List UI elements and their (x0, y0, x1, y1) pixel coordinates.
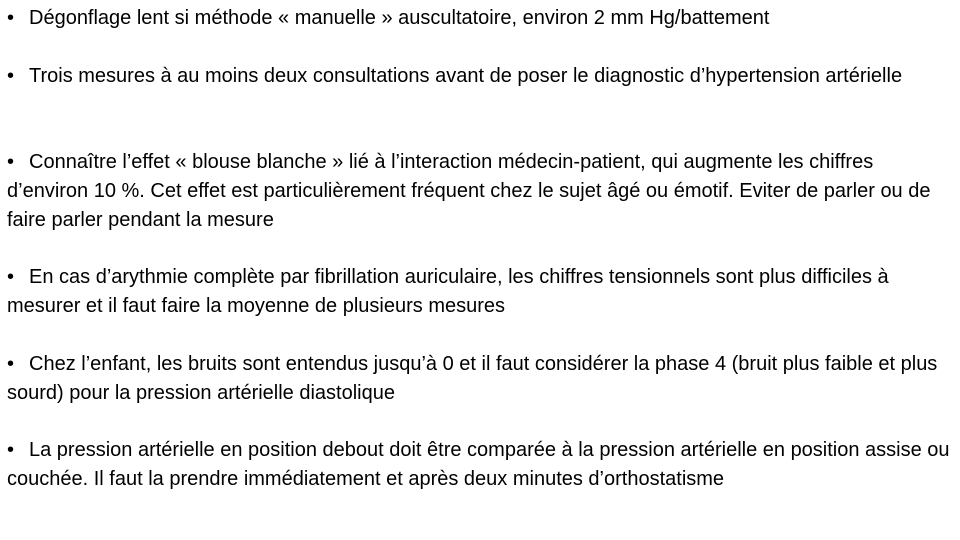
bullet-marker: • (7, 7, 15, 29)
bullet-text: En cas d’arythmie complète par fibrillation auriculaire, les chiffres tensionnels sont plus difficiles à mesurer et il faut faire la moyenne de plusieurs mesures (7, 266, 889, 317)
bullet-text: Dégonflage lent si méthode « manuelle » auscultatoire, environ 2 mm Hg/battement (29, 7, 770, 29)
bullet-item (7, 4, 957, 33)
bullet-item (7, 148, 957, 234)
bullet-item (7, 62, 957, 91)
bullet-marker: • (7, 266, 15, 288)
bullet-text: Connaître l’effet « blouse blanche » lié à l’interaction médecin-patient, qui augmente les chiffres d’environ 10 %. Cet effet est particulièrement fréquent chez le sujet âgé ou émotif. Eviter de parler ou de faire parler pendant la mesure (7, 151, 931, 231)
bullet-text: Chez l’enfant, les bruits sont entendus jusqu’à 0 et il faut considérer la phase 4 (bruit plus faible et plus sourd) pour la pression artérielle diastolique (7, 353, 938, 404)
bullet-item (7, 350, 957, 408)
bullet-text: La pression artérielle en position debout doit être comparée à la pression artérielle en position assise ou couchée. Il faut la prendre immédiatement et après deux minutes d’orthostatisme (7, 439, 950, 490)
bullet-item (7, 436, 957, 494)
bullet-marker: • (7, 151, 15, 173)
bullet-marker: • (7, 439, 15, 461)
bullet-marker: • (7, 353, 15, 375)
bullet-item (7, 263, 957, 321)
bullet-marker: • (7, 65, 15, 87)
bullet-text: Trois mesures à au moins deux consultations avant de poser le diagnostic d’hypertension artérielle (29, 65, 903, 87)
